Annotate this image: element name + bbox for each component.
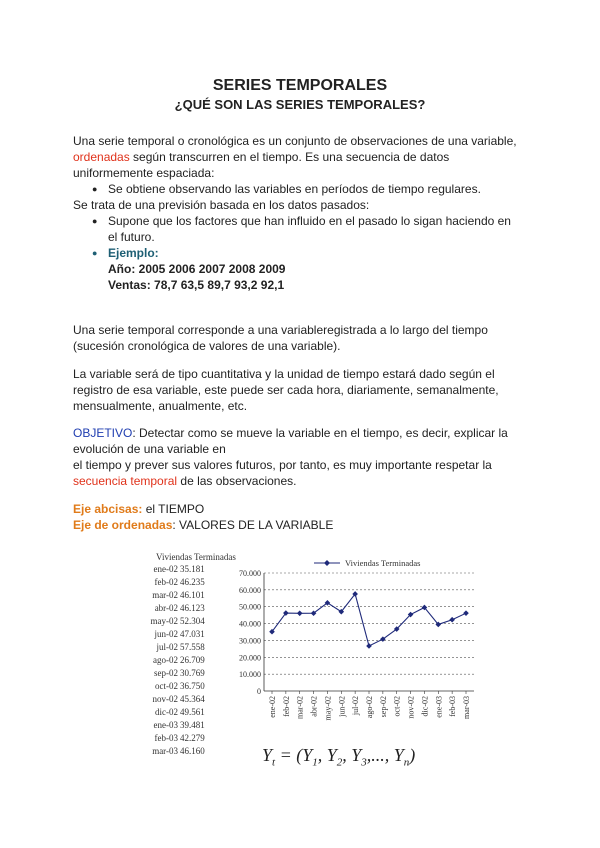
legend-marker [324, 560, 330, 566]
table-month: may-02 [150, 616, 178, 626]
table-row [138, 642, 230, 655]
intro-line-2: ordenadas según transcurren en el tiempo. Es una secuencia de datos [73, 150, 450, 164]
x-tick-label: jul-02 [351, 696, 361, 716]
table-month: mar-03 [152, 746, 178, 756]
table-row [138, 564, 230, 577]
table-value: 52.304 [180, 616, 205, 626]
formula: $Y_t = (Y_1$, $Y_2$, $Y_3$,..., $Y_n$) [262, 745, 416, 769]
x-tick-label: may-02 [323, 696, 333, 721]
legend-label: Viviendas Terminadas [345, 558, 421, 568]
x-tick-label: ago-02 [365, 696, 374, 719]
table-row [138, 603, 230, 616]
table-month: ene-03 [153, 720, 178, 730]
x-tick-label: ene-02 [268, 696, 277, 718]
table-month: nov-02 [152, 694, 178, 704]
table-value: 42.279 [180, 733, 205, 743]
table-row [138, 629, 230, 642]
table-row [138, 720, 230, 733]
x-tick-label: jun-02 [337, 696, 347, 717]
y-tick-label: 70.000 [239, 569, 261, 578]
x-tick-label: dic-02 [420, 696, 430, 717]
table-row [138, 668, 230, 681]
page-subtitle: ¿QUÉ SON LAS SERIES TEMPORALES? [174, 97, 426, 112]
x-tick-label: abr-02 [309, 696, 319, 717]
table-value: 45.364 [180, 694, 205, 704]
table-month: ene-02 [153, 564, 178, 574]
table-value: 35.181 [180, 564, 205, 574]
table-value: 49.561 [180, 707, 205, 717]
table-value: 30.769 [180, 668, 205, 678]
table-row [138, 746, 230, 759]
y-tick-label: 20.000 [239, 653, 261, 663]
intro-line-4: Se trata de una previsión basada en los datos pasados: [73, 198, 370, 212]
x-tick-label: feb-03 [448, 696, 458, 717]
table-month: dic-02 [155, 707, 178, 717]
page-title: SERIES TEMPORALES [212, 77, 388, 94]
intro-line-3: uniformemente espaciada: [73, 166, 215, 180]
table-month: abr-02 [154, 603, 178, 613]
table-month: jun-02 [154, 629, 178, 639]
x-tick-label: ene-03 [434, 696, 444, 718]
paragraph-3: La variable será de tipo cuantitativa y la unidad de tiempo estará dado según el registro de esa variable, este puede ser cada hora, diariamente, semanalmente, mensualmente, anualmente, etc. [73, 367, 499, 413]
intro-section [73, 133, 533, 181]
y-tick-label: 40.000 [239, 619, 261, 629]
x-tick-label: mar-03 [462, 696, 471, 719]
table-month: feb-02 [154, 577, 178, 587]
intro-line-1: Una serie temporal o cronológica es un conjunto de observaciones de una variable, [73, 134, 517, 148]
paragraph-2: Una serie temporal corresponde a una variableregistrada a lo largo del tiempo (sucesión cronológica de valores de una variable). [73, 323, 488, 353]
y-tick-label: 50.000 [239, 602, 261, 612]
bullet-dot: ● [92, 216, 98, 226]
table-row [138, 733, 230, 746]
line-chart [228, 552, 480, 742]
table-month: sep-02 [154, 668, 178, 678]
table-value: 46.235 [180, 577, 205, 587]
table-row [138, 577, 230, 590]
data-point [366, 643, 372, 649]
table-row [138, 616, 230, 629]
table-value: 47.031 [180, 629, 205, 639]
data-point [449, 617, 455, 623]
table-month: ago-02 [153, 655, 178, 665]
table-value: 46.101 [180, 590, 205, 600]
table-value: 57.558 [180, 642, 205, 652]
table-value: 36.750 [180, 681, 205, 691]
data-point [463, 610, 469, 616]
table-row [138, 694, 230, 707]
table-value: 39.481 [180, 720, 205, 730]
example-label: Ejemplo: [108, 246, 159, 260]
x-tick-label: sep-02 [378, 696, 388, 718]
objetivo-label: OBJETIVO [73, 426, 133, 440]
table-row [138, 590, 230, 603]
bullet-1: Se obtiene observando las variables en períodos de tiempo regulares. [108, 182, 481, 196]
x-tick-label: feb-02 [281, 696, 291, 717]
y-tick-label: 0 [257, 687, 261, 696]
table-month: oct-02 [155, 681, 178, 691]
table-month: feb-03 [154, 733, 178, 743]
eje-abscisas: Eje abcisas: el TIEMPO [73, 502, 205, 516]
secuencia-highlight: secuencia temporal [73, 474, 178, 488]
bullet-2: Supone que los factores que han influido en el pasado lo sigan haciendo en el futuro. [108, 214, 511, 244]
ordenadas-highlight: ordenadas [73, 150, 130, 164]
x-tick-label: nov-02 [406, 696, 416, 719]
table-row [138, 707, 230, 720]
table-value: 46.160 [180, 746, 205, 756]
x-tick-label: mar-02 [295, 696, 305, 719]
example-years: Año: 2005 2006 2007 2008 2009 [108, 262, 286, 276]
y-tick-label: 60.000 [239, 585, 261, 595]
table-month: mar-02 [152, 590, 178, 600]
table-row [138, 655, 230, 668]
table-value: 46.123 [180, 603, 205, 613]
eje-ordenadas: Eje de ordenadas: VALORES DE LA VARIABLE [73, 518, 334, 532]
bullet-dot: ● [92, 184, 98, 194]
table-value: 26.709 [180, 655, 205, 665]
y-tick-label: 30.000 [239, 636, 261, 646]
y-tick-label: 10.000 [239, 670, 261, 680]
data-point [297, 610, 303, 616]
table-row [138, 681, 230, 694]
bullet-dot: ● [92, 248, 98, 258]
example-sales: Ventas: 78,7 63,5 89,7 93,2 92,1 [108, 278, 285, 292]
series-line [272, 594, 466, 646]
x-tick-label: oct-02 [392, 696, 402, 717]
paragraph-objetivo: OBJETIVO: Detectar como se mueve la variable en el tiempo, es decir, explicar la evolución de una variable en el tiempo y prever sus valores futuros, por tanto, es muy importante respetar la secuencia temporal de las observaciones. [73, 426, 508, 488]
table-month: jul-02 [156, 642, 178, 652]
table-header: Viviendas Terminadas [156, 552, 236, 562]
